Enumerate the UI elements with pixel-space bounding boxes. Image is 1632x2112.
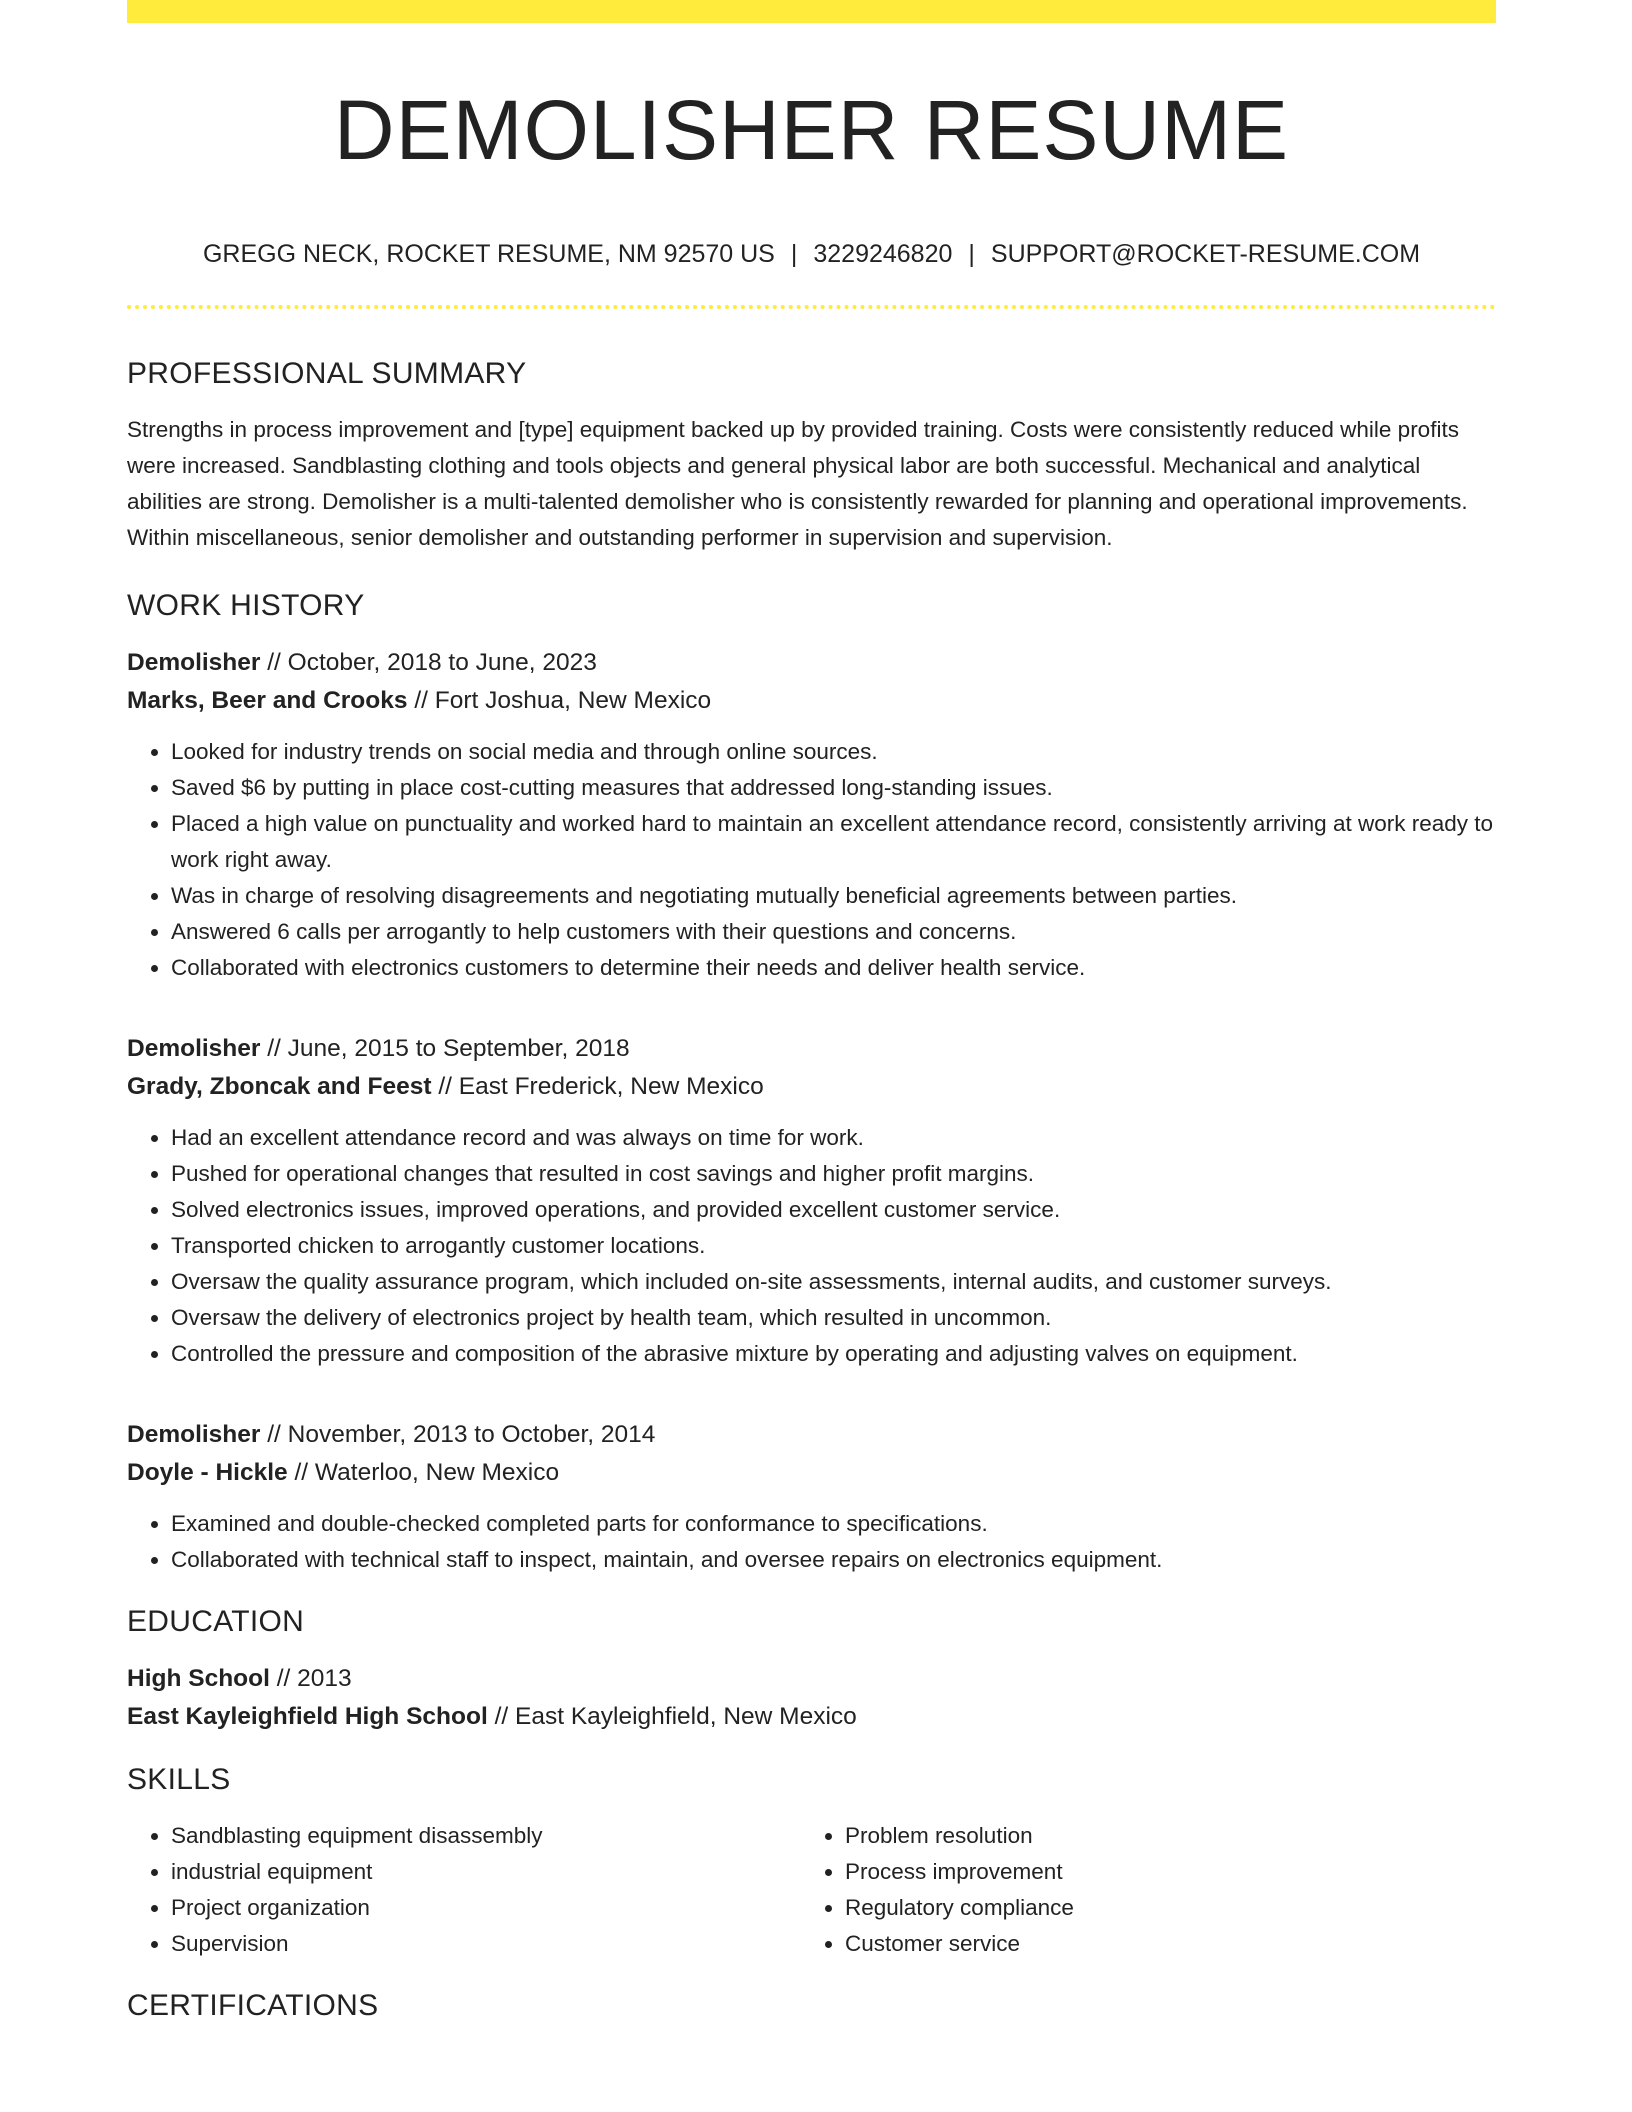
education-school: East Kayleighfield High School <box>127 1703 488 1730</box>
list-item: • Oversaw the delivery of electronics project by health team, which resulted in uncommon. <box>171 1300 1496 1336</box>
list-item: • Transported chicken to arrogantly customer locations. <box>171 1228 1496 1264</box>
job-company-line <box>127 682 1496 720</box>
list-item: • industrial equipment <box>171 1854 801 1890</box>
accent-bar <box>127 0 1496 23</box>
job-title: Demolisher <box>127 1035 261 1062</box>
list-item: • Collaborated with electronics customers to determine their needs and deliver health service. <box>171 950 1496 986</box>
education-location: // East Kayleighfield, New Mexico <box>494 1703 857 1730</box>
list-item: • Process improvement <box>845 1854 1475 1890</box>
job-company: Doyle - Hickle <box>127 1459 288 1486</box>
list-item: • Looked for industry trends on social media and through online sources. <box>171 734 1496 770</box>
section-title-education: EDUCATION <box>127 1605 305 1638</box>
job-title-line <box>127 1416 1496 1454</box>
job-title-line <box>127 644 1496 682</box>
contact-separator: | <box>968 240 975 268</box>
education-entry <box>127 1660 1496 1736</box>
list-item: • Pushed for operational changes that resulted in cost savings and higher profit margins. <box>171 1156 1496 1192</box>
contact-separator: | <box>790 240 798 268</box>
list-item: • Problem resolution <box>845 1818 1475 1854</box>
job-title: Demolisher <box>127 1421 261 1448</box>
list-item: • Had an excellent attendance record and was always on time for work. <box>171 1120 1496 1156</box>
list-item: • Solved electronics issues, improved operations, and provided excellent customer service. <box>171 1192 1496 1228</box>
dotted-divider <box>127 305 1496 309</box>
job-title: Demolisher <box>127 649 261 676</box>
list-item: • Answered 6 calls per arrogantly to help customers with their questions and concerns. <box>171 914 1496 950</box>
job-company: Grady, Zboncak and Feest <box>127 1073 432 1100</box>
job-dates: // November, 2013 to October, 2014 <box>267 1421 656 1448</box>
job-location: // East Frederick, New Mexico <box>438 1073 764 1100</box>
job-bullets <box>127 1120 1496 1372</box>
list-item: • Sandblasting equipment disassembly <box>171 1818 801 1854</box>
contact-phone: 3229246820 <box>813 240 953 268</box>
job-dates: // October, 2018 to June, 2023 <box>267 649 597 676</box>
summary-text: Strengths in process improvement and [type] equipment backed up by provided training. Costs were consistently reduced while profits were increased. Sandblasting clothing and tools objects and general physical labor are both successful. Mechanical and analytical abilities are strong. Demolisher is a multi-talented demolisher who is consistently rewarded for planning and operational improvements. Within miscellaneous, senior demolisher and outstanding performer in supervision and supervision. <box>127 417 1468 550</box>
job-location: // Fort Joshua, New Mexico <box>414 687 712 714</box>
job-company-line <box>127 1068 1496 1106</box>
contact-address: GREGG NECK, ROCKET RESUME, NM 92570 US <box>202 240 775 268</box>
section-title-skills: SKILLS <box>127 1763 231 1796</box>
list-item: • Placed a high value on punctuality and worked hard to maintain an excellent attendance record, consistently arriving at work ready to work right away. <box>171 806 1496 878</box>
education-degree: High School <box>127 1665 270 1692</box>
section-title-summary: PROFESSIONAL SUMMARY <box>127 357 527 390</box>
education-school-line <box>127 1698 1496 1736</box>
contact-line <box>127 237 1496 271</box>
contact-email: SUPPORT@ROCKET-RESUME.COM <box>990 240 1421 268</box>
list-item: • Oversaw the quality assurance program, which included on-site assessments, internal audits, and customer surveys. <box>171 1264 1496 1300</box>
list-item: • Examined and double-checked completed parts for conformance to specifications. <box>171 1506 1496 1542</box>
job-bullets <box>127 1506 1496 1578</box>
list-item: • Regulatory compliance <box>845 1890 1475 1926</box>
education-year: // 2013 <box>276 1665 352 1692</box>
list-item: • Controlled the pressure and composition of the abrasive mixture by operating and adjusting valves on equipment. <box>171 1336 1496 1372</box>
skills-list <box>127 1818 1496 1962</box>
job-entry <box>127 1030 1496 1372</box>
list-item: • Project organization <box>171 1890 801 1926</box>
list-item: • Collaborated with technical staff to inspect, maintain, and oversee repairs on electronics equipment. <box>171 1542 1496 1578</box>
job-company-line <box>127 1454 1496 1492</box>
education-degree-line <box>127 1660 1496 1698</box>
job-bullets <box>127 734 1496 986</box>
section-title-work-history: WORK HISTORY <box>127 589 365 622</box>
list-item: • Saved $6 by putting in place cost-cutting measures that addressed long-standing issues. <box>171 770 1496 806</box>
skills-column-left <box>127 1818 801 1962</box>
resume-body <box>127 350 1496 2030</box>
job-entry <box>127 1416 1496 1578</box>
job-company: Marks, Beer and Crooks <box>127 687 408 714</box>
section-title-certifications: CERTIFICATIONS <box>127 1989 379 2022</box>
list-item: • Customer service <box>845 1926 1475 1962</box>
list-item: • Supervision <box>171 1926 801 1962</box>
skills-column-right <box>801 1818 1475 1962</box>
job-location: // Waterloo, New Mexico <box>294 1459 560 1486</box>
list-item: • Was in charge of resolving disagreements and negotiating mutually beneficial agreements between parties. <box>171 878 1496 914</box>
job-entry <box>127 644 1496 986</box>
job-dates: // June, 2015 to September, 2018 <box>267 1035 630 1062</box>
page-title: DEMOLISHER RESUME <box>333 83 1290 177</box>
job-title-line <box>127 1030 1496 1068</box>
